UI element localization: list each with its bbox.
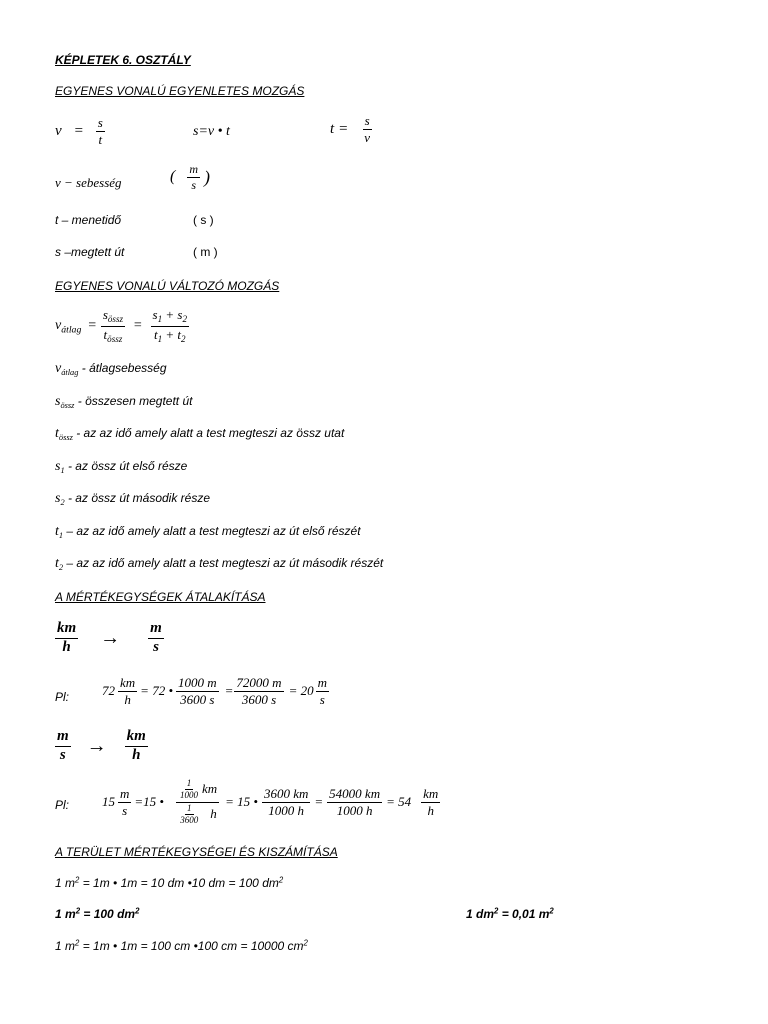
- page-title: KÉPLETEK 6. OSZTÁLY: [55, 53, 191, 67]
- denominator: t: [98, 131, 103, 147]
- symbol-v-atlag: $v_{átlag}$: [55, 317, 82, 335]
- section-heading-unit-conversion: A MÉRTÉKEGYSÉGEK ÁTALAKÍTÁSA: [55, 590, 266, 604]
- numerator: 3600 km: [263, 786, 309, 802]
- denominator: 3600 s: [180, 691, 215, 707]
- speed-unit: [170, 163, 210, 191]
- conversion-kmh-to-ms: [55, 621, 164, 656]
- formula-speed: [55, 116, 105, 146]
- formula-distance: s=v • t: [193, 124, 230, 139]
- equals-sign: =: [338, 120, 349, 137]
- speed-definition: [55, 175, 122, 191]
- denominator: 1000 h: [336, 802, 373, 818]
- numerator-s-ossz: $s_{össz}$: [101, 308, 125, 327]
- unit-m: m: [55, 729, 71, 747]
- equals-sign: =: [224, 683, 234, 699]
- distance-definition: s –megtett út: [55, 245, 125, 259]
- numerator: 1000 m: [178, 675, 217, 690]
- area-line-cm: 1 $m^2 = 1m$ • 1m = 100 cm •100 cm = 10000 $cm^2$: [55, 938, 308, 953]
- unit-h: h: [427, 802, 434, 818]
- expression: = 15 •: [225, 794, 258, 810]
- equals-sign: =: [314, 794, 324, 810]
- section-heading-variable-motion: EGYENES VONALÚ VÁLTOZÓ MOZGÁS: [55, 279, 280, 293]
- compound-denominator: $\frac{1}{3600}$ h: [180, 802, 217, 826]
- arrow-icon: →: [86, 734, 107, 757]
- result: = 20: [288, 683, 314, 699]
- definition-list: [55, 361, 383, 589]
- speed-label: v − sebesség: [55, 175, 122, 190]
- unit-s: s: [122, 802, 128, 818]
- time-unit: ( s ): [193, 213, 214, 227]
- expression: = 72 •: [140, 683, 173, 699]
- numerator: s: [97, 115, 103, 130]
- formula-average-speed: [55, 308, 189, 344]
- denominator-t1-t2: $t_1 + t_2$: [153, 326, 186, 344]
- unit-m: m: [148, 621, 164, 639]
- expression: =15 •: [134, 794, 164, 810]
- unit-s: s: [319, 691, 325, 707]
- conversion-ms-to-kmh: [55, 729, 148, 764]
- numerator: 72000 m: [236, 675, 282, 690]
- time-definition: t – menetidő: [55, 213, 122, 227]
- area-dm2-to-m2: 1 $dm^2 = 0,01$ $m^2$: [466, 906, 554, 921]
- definition-item: $t_{össz}$ - az az idő amely alatt a test megteszi az össz utat: [55, 426, 345, 442]
- result: = 54: [386, 794, 412, 810]
- equals-sign: =: [133, 318, 143, 334]
- example-ms-to-kmh: [102, 779, 440, 826]
- unit-m: m: [120, 786, 130, 802]
- section-heading-uniform-motion: EGYENES VONALÚ EGYENLETES MOZGÁS: [55, 84, 305, 98]
- definition-item: $t_2$ – az az idő amely alatt a test megteszi az út második részét: [55, 556, 384, 572]
- definition-item: $t_1$ – az az idő amely alatt a test megteszi az út első részét: [55, 523, 361, 540]
- area-m2-to-dm2: 1 $m^2 = 100$ $dm^2$: [55, 906, 140, 921]
- distance-unit: ( m ): [193, 245, 218, 259]
- section-heading-area-units: A TERÜLET MÉRTÉKEGYSÉGEI ÉS KISZÁMÍTÁSA: [55, 845, 338, 859]
- unit-km: km: [120, 675, 136, 690]
- denominator: 1000 h: [268, 802, 305, 818]
- unit-h: h: [124, 691, 131, 707]
- paren-right: ): [204, 166, 210, 187]
- numerator: s: [364, 113, 370, 128]
- paren-left: (: [170, 168, 176, 186]
- numerator-s1-s2: $s_1 + s_2$: [151, 308, 190, 327]
- numerator: 54000 km: [329, 786, 381, 802]
- area-line-dm: 1 $m^2 = 1m$ • 1m = 10 dm •10 dm = 100 $dm^2$: [55, 875, 284, 890]
- equals-sign: =: [87, 318, 97, 334]
- formula-time: [330, 114, 372, 144]
- arrow-icon: →: [100, 626, 121, 649]
- equals-sign: =: [73, 122, 84, 139]
- unit-m: m: [317, 675, 327, 690]
- value: 72: [102, 683, 115, 699]
- denominator: v: [364, 129, 371, 145]
- unit-km: km: [423, 786, 439, 802]
- example-label: Pl:: [55, 690, 70, 704]
- definition-item: $s_{össz}$ - összesen megtett út: [55, 393, 193, 410]
- example-label: Pl:: [55, 798, 70, 812]
- denominator: 3600 s: [241, 691, 277, 707]
- unit-numerator: m: [189, 162, 198, 176]
- value: 15: [102, 794, 115, 810]
- denominator-t-ossz: $t_{össz}$: [103, 326, 123, 344]
- symbol-t: t: [330, 120, 335, 137]
- unit-s: s: [59, 746, 66, 763]
- example-kmh-to-ms: [102, 676, 329, 706]
- definition-item: $s_2$ - az össz út második része: [55, 491, 211, 507]
- unit-h: h: [62, 638, 71, 655]
- unit-h: h: [132, 746, 141, 763]
- definition-item: $v_{átlag}$ - átlagsebesség: [55, 361, 167, 377]
- symbol-v: v: [55, 122, 62, 139]
- unit-km: km: [125, 729, 148, 747]
- unit-s: s: [153, 638, 159, 655]
- definition-item: $s_1$ - az össz út első része: [55, 458, 188, 475]
- unit-km: km: [55, 621, 78, 639]
- compound-numerator: $\frac{1}{1000}$ km: [176, 779, 219, 803]
- unit-denominator: s: [191, 177, 196, 192]
